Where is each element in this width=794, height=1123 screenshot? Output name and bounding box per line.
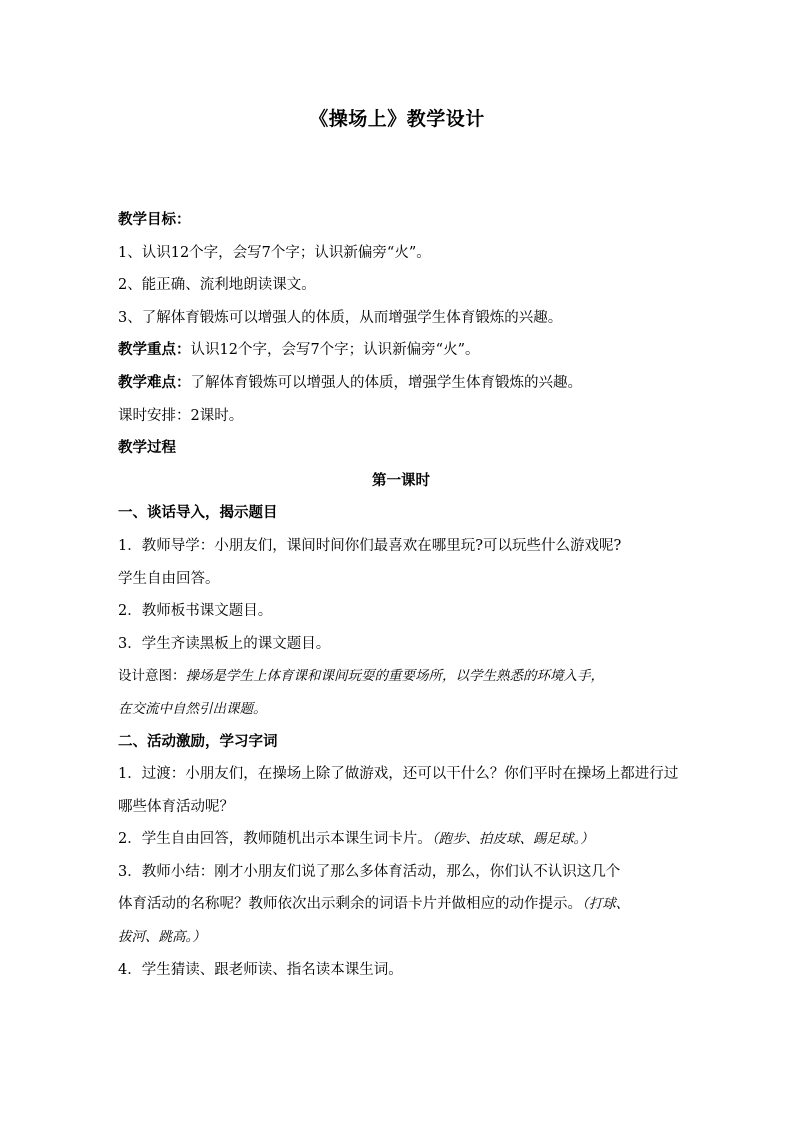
key-points-label: 教学重点： [118, 341, 191, 359]
step-text: 2．学生自由回答，教师随机出示本课生词卡片。 [118, 831, 432, 848]
section-step: 3．学生齐读黑板上的课文题目。 [118, 635, 331, 652]
objective-item: 3、了解体育锻炼可以增强人的体质，从而增强学生体育锻炼的兴趣。 [118, 309, 563, 326]
key-points-line [118, 334, 684, 367]
step-note: （打球、 [582, 896, 630, 913]
schedule-line [118, 400, 684, 433]
section-step: 4．学生猜读、跟老师读、指名读本课生词。 [118, 961, 403, 978]
section-step: 2．教师板书课文题目。 [118, 603, 273, 620]
section-heading: 二、活动激励，学习字词 [118, 732, 278, 750]
difficulty-label: 教学难点： [118, 373, 191, 391]
step-note: （跑步、拍皮球、踢足球。） [431, 831, 594, 848]
difficulty-line [118, 367, 684, 400]
objectives-heading: 教学目标： [118, 211, 191, 228]
objective-item: 1、认识12个字，会写7个字；认识新偏旁“火”。 [118, 244, 431, 261]
section-step [118, 823, 684, 856]
design-intent-label: 设计意图： [118, 668, 186, 685]
objective-item: 2、能正确、流利地朗读课文。 [118, 277, 316, 294]
section-step: 3．教师小结：刚才小朋友们说了那么多体育活动，那么，你们认不认识这几个 [118, 863, 621, 880]
document-title: 《操场上》教学设计 [309, 108, 485, 130]
design-intent-text: 在交流中自然引出课题。 [118, 700, 267, 717]
section-step-continued: 哪些体育活动呢？ [118, 798, 234, 815]
document-body [118, 204, 684, 986]
section-step-continued [118, 888, 684, 921]
section-step-continued [118, 921, 684, 954]
schedule-label: 课时安排： [118, 407, 191, 424]
lesson-heading: 第一课时 [372, 471, 430, 489]
design-intent-continued [118, 693, 684, 726]
key-points-text: 认识12个字，会写7个字；认识新偏旁“火”。 [190, 342, 480, 359]
section-heading: 一、谈话导入，揭示题目 [118, 504, 278, 522]
difficulty-text: 了解体育锻炼可以增强人的体质，增强学生体育锻炼的兴趣。 [190, 374, 582, 391]
schedule-text: 2课时。 [190, 407, 244, 424]
step-text: 体育活动的名称呢？教师依次出示剩余的词语卡片并做相应的动作提示。 [118, 896, 582, 913]
section-step: 1．教师导学：小朋友们，课间时间你们最喜欢在哪里玩?可以玩些什么游戏呢? [118, 537, 622, 554]
step-note: 拔河、跳高。） [118, 929, 206, 946]
section-step: 1．过渡：小朋友们，在操场上除了做游戏，还可以干什么？你们平时在操场上都进行过 [118, 766, 679, 783]
section-step-continued: 学生自由回答。 [118, 570, 220, 587]
process-heading: 教学过程 [118, 439, 176, 457]
design-intent-text: 操场是学生上体育课和课间玩耍的重要场所，以学生熟悉的环境入手， [185, 668, 604, 685]
design-intent-line [118, 660, 684, 693]
